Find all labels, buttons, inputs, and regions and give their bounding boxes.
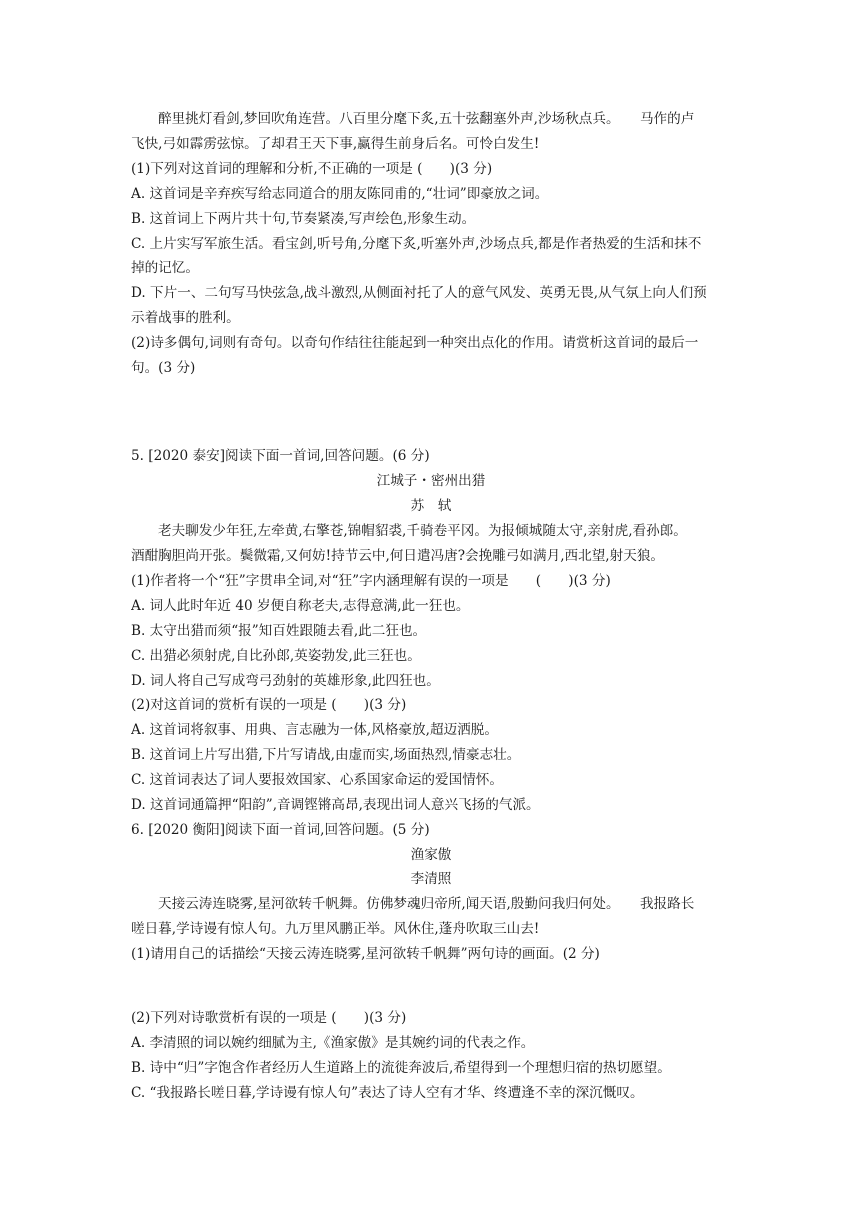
option-c: C. “我报路长嗟日暮,学诗谩有惊人句”表达了诗人空有才华、终遭逢不幸的深沉慨叹。 [131,1085,644,1101]
option-a: A. 这首词将叙事、用典、言志融为一体,风格豪放,超迈洒脱。 [131,722,498,738]
poem-text-line: 嗟日暮,学诗谩有惊人句。九万里风鹏正举。风休住,蓬舟吹取三山去! [131,921,540,937]
option-c-continued: 掉的记忆。 [131,260,199,276]
question-text: (2)诗多偶句,词则有奇句。以奇句作结往往能起到一种突出点化的作用。请赏析这首词的最后一 [131,335,699,351]
option-b: B. 诗中“归”字饱含作者经历人生道路上的流徙奔波后,希望得到一个理想归宿的热切愿望。 [131,1060,671,1076]
poem-text-line: 天接云涛连晓雾,星河欲转千帆舞。仿佛梦魂归帝所,闻天语,殷勤问我归何处。 我报路长 [158,896,695,912]
poem-author: 苏 轼 [410,498,452,514]
question-text-continued: 句。(3 分) [131,360,196,376]
option-b: B. 这首词上下两片共十句,节奏紧凑,写声绘色,形象生动。 [131,211,476,227]
poem-text-line: 飞快,弓如霹雳弦惊。了却君王天下事,赢得生前身后名。可怜白发生! [131,136,540,152]
option-c: C. 上片实写军旅生活。看宝剑,听号角,分麾下炙,听塞外声,沙场点兵,都是作者热爱的生活和抹不 [131,236,702,252]
option-b: B. 这首词上片写出猎,下片写请战,由虚而实,场面热烈,情豪志壮。 [131,747,521,763]
poem-author: 李清照 [410,871,452,887]
poem-text-line: 酒酣胸胆尚开张。鬓微霜,又何妨!持节云中,何日遣冯唐?会挽雕弓如满月,西北望,射天狼。 [131,548,665,564]
question-text: (2)对这首词的赏析有误的一项是 ( )(3 分) [131,697,407,713]
poem-title: 渔家傲 [410,847,452,863]
poem-text-line: 老夫聊发少年狂,左牵黄,右擎苍,锦帽貂裘,千骑卷平冈。为报倾城随太守,亲射虎,看孙郎。 [158,523,687,539]
option-b: B. 太守出猎而须“报”知百姓跟随去看,此二狂也。 [131,623,427,639]
option-d-continued: 示着战事的胜利。 [131,310,240,326]
question-header: 6. [2020 衡阳]阅读下面一首词,回答问题。(5 分) [131,822,430,838]
question-header: 5. [2020 泰安]阅读下面一首词,回答问题。(6 分) [131,448,430,464]
option-d: D. 这首词通篇押“阳韵”,音调铿锵高昂,表现出词人意兴飞扬的气派。 [131,797,540,813]
question-text: (2)下列对诗歌赏析有误的一项是 ( )(3 分) [131,1010,407,1026]
option-d: D. 下片一、二句写马快弦急,战斗激烈,从侧面衬托了人的意气风发、英勇无畏,从气氛上向人们预 [131,285,707,301]
question-text: (1)请用自己的话描绘“天接云涛连晓雾,星河欲转千帆舞”两句诗的画面。(2 分) [131,946,600,962]
option-c: C. 这首词表达了词人要报效国家、心系国家命运的爱国情怀。 [131,772,503,788]
question-text: (1)作者将一个“狂”字贯串全词,对“狂”字内涵理解有误的一项是 ( )(3 分) [131,573,611,589]
option-a: A. 词人此时年近 40 岁便自称老夫,志得意满,此一狂也。 [131,598,470,614]
question-text: (1)下列对这首词的理解和分析,不正确的一项是 ( )(3 分) [131,161,493,177]
option-d: D. 词人将自己写成弯弓劲射的英雄形象,此四狂也。 [131,673,440,689]
poem-title: 江城子・密州出猎 [376,473,486,489]
option-a: A. 这首词是辛弃疾写给志同道合的朋友陈同甫的,“壮词”即豪放之词。 [131,186,549,202]
option-a: A. 李清照的词以婉约细腻为主,《渔家傲》是其婉约词的代表之作。 [131,1035,535,1051]
option-c: C. 出猎必须射虎,自比孙郎,英姿勃发,此三狂也。 [131,648,421,664]
poem-text-line: 醉里挑灯看剑,梦回吹角连营。八百里分麾下炙,五十弦翻塞外声,沙场秋点兵。 马作的卢 [158,111,695,127]
